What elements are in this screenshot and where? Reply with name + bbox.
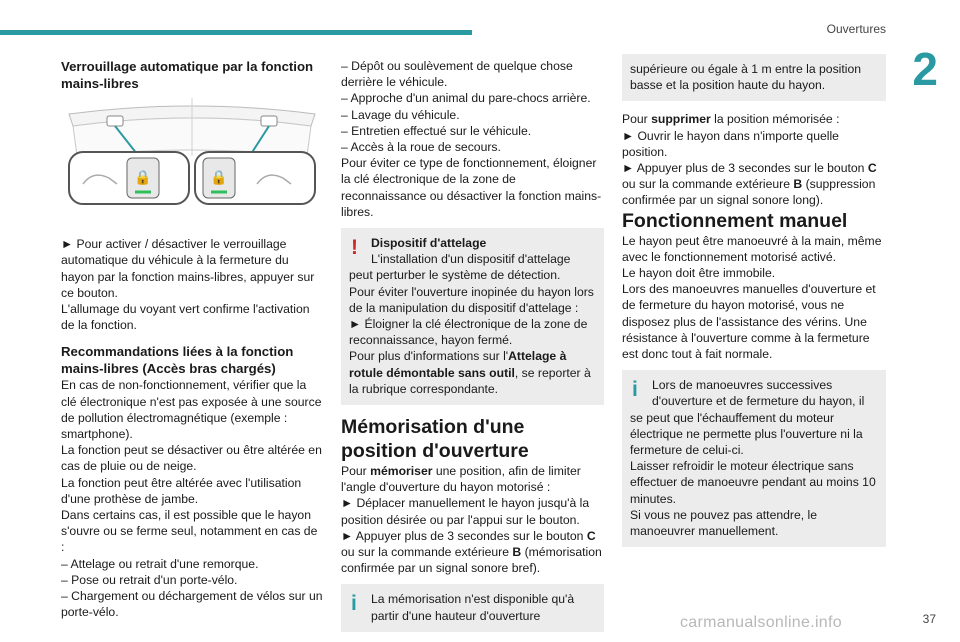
paragraph: La fonction peut se désactiver ou être altérée en cas de pluie ou de neige. [61,443,322,474]
heading-recommendations: Recommandations liées à la fonction mains-libres (Accès bras chargés) [61,344,294,377]
info-text: se peut que l'échauffement du moteur électrique ne permette plus l'ouverture ni la fermeture de celui-ci. [630,410,863,458]
paragraph: L'allumage du voyant vert confirme l'activation de la fonction. [61,302,310,333]
step: ► Appuyer plus de 3 secondes sur le bouton C ou sur la commande extérieure B (suppression confirmée par un signal sonore long). [622,161,877,208]
warning-text: L'installation d'un dispositif d'attelage [371,252,571,267]
paragraph: Dans certains cas, il est possible que le hayon s'ouvre ou se ferme seul, notamment en cas de : [61,508,318,555]
section-title: Ouvertures [826,22,886,36]
warning-text: Pour éviter l'ouverture inopinée du hayon lors de la manipulation du dispositif d'attelage : [349,284,594,315]
info-box [341,584,604,631]
chapter-number: 2 [912,43,938,95]
warning-text: peut perturber le système de détection. [349,268,561,283]
watermark: carmanualsonline.info [680,614,842,631]
warning-text: ► Éloigner la clé électronique de la zone de reconnaissance, hayon fermé. [349,317,588,348]
info-text: supérieure ou égale à 1 m entre la position basse et la position haute du hayon. [630,62,862,93]
tailgate-buttons-illustration [61,96,323,218]
paragraph: Pour éviter ce type de fonctionnement, éloigner la clé électronique de la zone de reconnaissance ou désactiver la fonction mains-libres. [341,156,602,219]
paragraph: Le hayon peut être manoeuvré à la main, même avec le fonctionnement motorisé activé. [622,233,882,264]
info-text: Si vous ne pouvez pas attendre, le manoeuvrer manuellement. [630,507,817,539]
column-2 [341,58,604,642]
list-item: – Chargement ou déchargement de vélos sur un porte-vélo. [61,589,323,620]
step: ► Appuyer plus de 3 secondes sur le bouton C ou sur la commande extérieure B (mémorisation confirmée par un signal sonore bref). [341,528,602,576]
paragraph: Lors des manoeuvres manuelles d'ouverture et de fermeture du hayon motorisé, vous ne disposez plus de l'assistance des vérins. Une résistance à l'ouverture comme à la fermeture est donc tout à fait normale. [622,282,876,362]
svg-text:🔒: 🔒 [210,170,228,186]
heading-manual-operation: Fonctionnement manuel [622,209,848,232]
list-item: – Pose ou retrait d'un porte-vélo. [61,572,238,587]
step: ► Déplacer manuellement le hayon jusqu'à la position désirée ou par l'appui sur le bouton. [341,496,590,527]
list-item: – Entretien effectué sur le véhicule. [341,123,532,138]
header-accent-bar [0,30,472,35]
info-box [622,370,886,547]
warning-title: Dispositif d'attelage [371,236,487,251]
warning-box [341,228,604,405]
svg-text:🔒: 🔒 [134,170,152,186]
list-item: – Accès à la roue de secours. [341,140,501,155]
info-box-continued [622,54,886,101]
warning-icon: ! [351,236,358,260]
paragraph: ► Pour activer / désactiver le verrouillage automatique du véhicule à la fermeture du hayon par la fonction mains-libres, appuyer sur ce bouton. [61,237,315,300]
info-text: Lors de manoeuvres successives d'ouverture et de fermeture du hayon, il [652,378,865,409]
paragraph: Pour supprimer la position mémorisée : [622,112,840,127]
warning-more: Pour plus d'informations sur l'Attelage à rotule démontable sans outil, se reporter à la rubrique correspondante. [349,349,591,396]
paragraph: La fonction peut être altérée avec l'utilisation d'une prothèse de jambe. [61,475,302,506]
column-1 [61,58,323,620]
heading-handsfree-locking: Verrouillage automatique par la fonction mains-libres [61,59,314,91]
info-text: La mémorisation n'est disponible qu'à partir d'une hauteur d'ouverture [371,592,575,623]
list-item: – Dépôt ou soulèvement de quelque chose derrière le véhicule. [341,59,573,90]
heading-memorisation: Mémorisation d'une position d'ouverture [341,416,529,463]
info-text: Laisser refroidir le moteur électrique sans effectuer de manoeuvre pendant au moins 10 minutes. [630,459,876,506]
paragraph: En cas de non-fonctionnement, vérifier que la clé électronique n'est pas exposée à une source de pollution électromagnétique (exemple : smartphone). [61,378,322,442]
paragraph: Le hayon doit être immobile. [622,266,776,281]
column-3 [622,58,886,557]
list-item: – Attelage ou retrait d'une remorque. [61,556,259,571]
info-icon: i [632,378,638,402]
info-icon: i [351,592,357,616]
list-item: – Lavage du véhicule. [341,107,460,122]
list-item: – Approche d'un animal du pare-chocs arrière. [341,91,591,106]
page-number: 37 [922,612,936,626]
paragraph: Pour mémoriser une position, afin de limiter l'angle d'ouverture du hayon motorisé : [341,464,581,495]
step: ► Ouvrir le hayon dans n'importe quelle position. [622,128,839,159]
